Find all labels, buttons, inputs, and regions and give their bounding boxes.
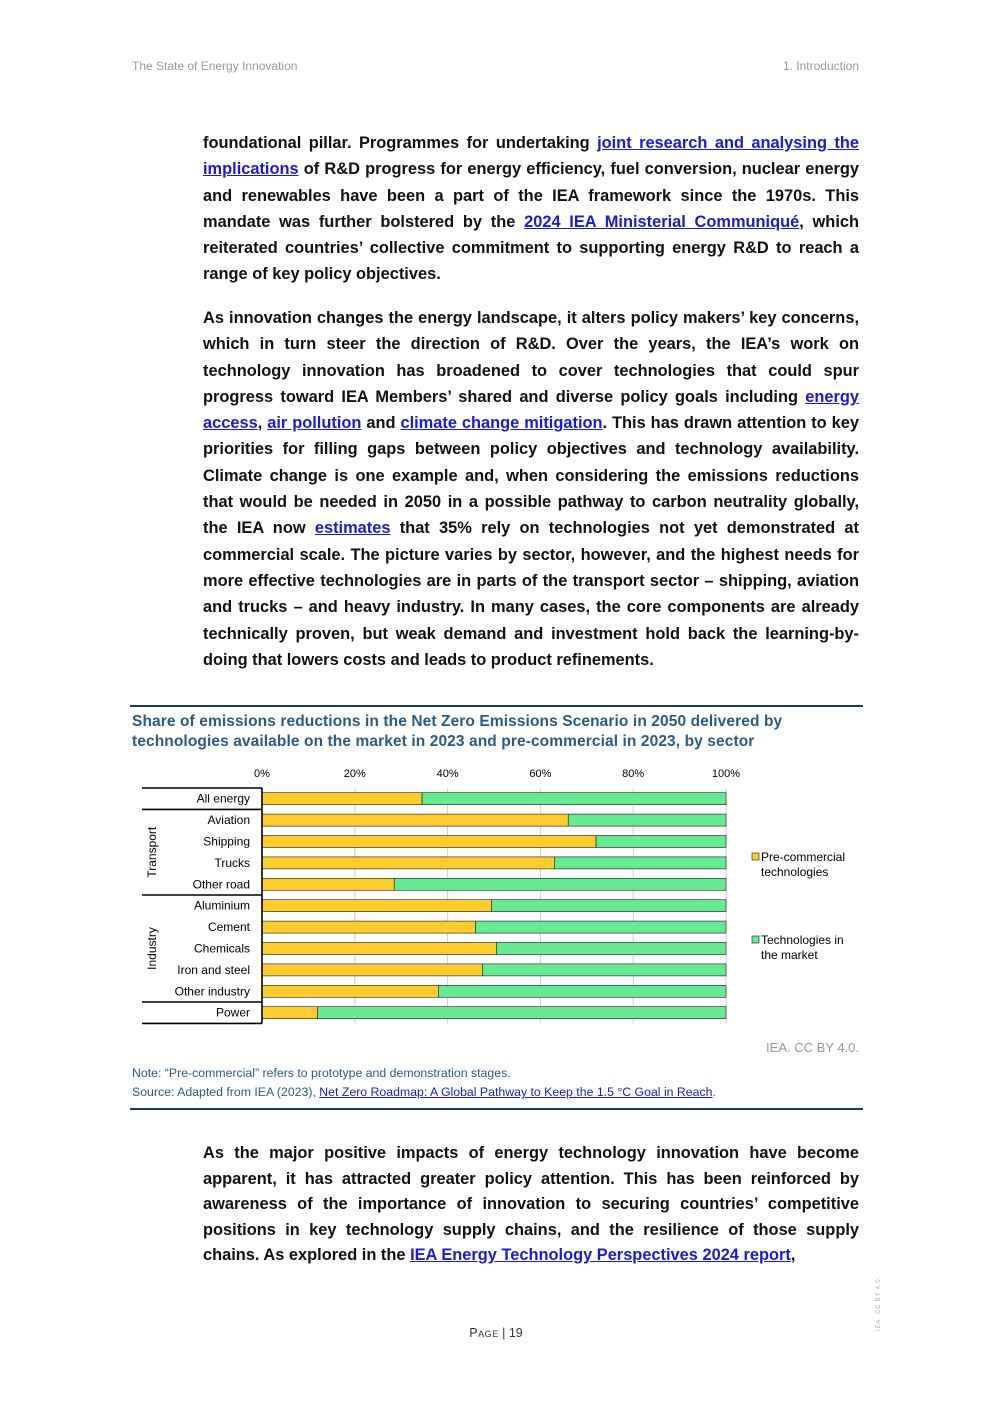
x-tick-label: 20%: [343, 768, 366, 780]
bar-in-market: [475, 921, 726, 933]
x-tick-label: 100%: [711, 768, 741, 780]
category-label: All energy: [196, 791, 250, 806]
link-air-pollution[interactable]: air pollution: [267, 414, 362, 433]
page-separator: |: [498, 1326, 509, 1340]
paragraph-1: [203, 130, 859, 288]
link-estimates[interactable]: estimates: [314, 519, 391, 538]
bar-pre-commercial: [262, 814, 568, 826]
bar-in-market: [438, 985, 726, 997]
bar-pre-commercial: [262, 943, 496, 955]
legend-label: Pre-commercial: [761, 850, 846, 864]
bar-in-market: [596, 836, 726, 848]
paragraph-text: As innovation changes the energy landscape, it alters policy makers’ key concerns, which in turn steer the direction of R&D. Over the years, the IEA’s work on technology innovation has broadened to cover technologies that could spur progress toward IEA Members’ shared and diverse policy goals including: [203, 309, 859, 406]
category-label: Shipping: [203, 834, 250, 849]
category-label: Chemicals: [193, 941, 250, 956]
x-tick-label: 0%: [254, 768, 270, 780]
bar-pre-commercial: [262, 985, 438, 997]
category-label: Power: [215, 1005, 250, 1020]
running-header-title: The State of Energy Innovation: [132, 59, 298, 73]
link-climate-change-mitigation[interactable]: climate change mitigation: [400, 414, 603, 433]
bar-pre-commercial: [262, 857, 554, 869]
paragraph-2: [203, 305, 859, 673]
bar-in-market: [394, 878, 726, 890]
paragraph-text: , which reiterated countries’ collective commitment to supporting energy R&D to reach a range of key policy objectives.: [203, 212, 859, 284]
figure-top-rule: [130, 705, 863, 707]
side-license-mark: [876, 1276, 896, 1335]
bar-pre-commercial: [262, 964, 482, 976]
category-label: Other road: [192, 877, 250, 892]
link-energy-access[interactable]: energy access: [203, 387, 859, 433]
link-net-zero-roadmap[interactable]: Net Zero Roadmap: A Global Pathway to Keep the 1.5 °C Goal in Reach: [319, 1085, 713, 1099]
paragraph-text: of R&D progress for energy efficiency, fuel conversion, nuclear energy and renewables have been a part of the IEA framework since the 1970s. This mandate was further bolstered by the: [203, 160, 859, 231]
legend-label: technologies: [761, 865, 829, 879]
source-suffix: .: [712, 1085, 716, 1099]
category-label: Iron and steel: [177, 962, 250, 977]
bar-pre-commercial: [262, 878, 394, 890]
category-label: Trucks: [214, 855, 250, 870]
paragraph-text: that 35% rely on technologies not yet demonstrated at commercial scale. The picture varies by sector, however, and the highest needs for more effective technologies are in parts of the transport sector – shipping, aviation and trucks – and heavy industry. In many cases, the core components are already technically proven, but weak demand and investment hold back the learning-by-doing that lowers costs and leads to product refinements.: [203, 519, 859, 669]
bar-in-market: [568, 814, 726, 826]
paragraph-text: and: [361, 414, 401, 433]
page-number: 19: [508, 1326, 523, 1340]
x-tick-label: 60%: [529, 768, 552, 780]
bar-pre-commercial: [262, 836, 596, 848]
legend-label: the market: [761, 948, 818, 962]
bar-pre-commercial: [262, 900, 492, 912]
figure-bottom-rule: [130, 1108, 863, 1110]
bar-in-market: [422, 793, 726, 805]
category-label: Cement: [207, 920, 250, 935]
category-label: Other industry: [174, 984, 250, 999]
figure-note: Note: “Pre-commercial” refers to prototype and demonstration stages.: [132, 1066, 511, 1080]
paragraph-text: ,: [257, 414, 268, 433]
group-label: Industry: [145, 927, 159, 970]
paragraph-text: foundational pillar. Programmes for undertaking: [203, 134, 598, 152]
bar-in-market: [318, 1007, 726, 1019]
paragraph-text: . This has drawn attention to key priorities for filling gaps between policy objectives and technology availability. Climate change is one example and, when considering the emissions reductions that would be needed in 2050 in a possible pathway to carbon neutrality globally, the IEA now: [203, 414, 859, 538]
source-prefix: Source: Adapted from IEA (2023),: [132, 1085, 320, 1099]
x-tick-label: 80%: [622, 768, 645, 780]
x-tick-label: 40%: [436, 768, 459, 780]
link-etp-2024-report[interactable]: IEA Energy Technology Perspectives 2024 report: [410, 1246, 791, 1264]
bar-in-market: [554, 857, 726, 869]
legend-swatch-in-market: [752, 936, 759, 943]
bar-pre-commercial: [262, 921, 475, 933]
figure-title: Share of emissions reductions in the Net Zero Emissions Scenario in 2050 delivered by technologies available on the market in 2023 and pre-commercial in 2023, by sector: [132, 713, 783, 750]
page-word: Page: [469, 1326, 499, 1340]
legend-swatch-pre-commercial: [752, 853, 759, 860]
paragraph-3: [203, 1141, 859, 1269]
bar-pre-commercial: [262, 1007, 318, 1019]
bar-in-market: [496, 943, 726, 955]
link-ministerial-communique[interactable]: 2024 IEA Ministerial Communiqué: [524, 212, 800, 231]
page-footer: [0, 1326, 992, 1340]
bar-in-market: [482, 964, 726, 976]
bar-pre-commercial: [262, 793, 422, 805]
figure-credit: IEA. CC BY 4.0.: [766, 1040, 859, 1055]
bar-in-market: [492, 900, 726, 912]
figure-source: [132, 1085, 716, 1099]
link-joint-research[interactable]: joint research and analysing the implications: [203, 134, 859, 179]
running-header-section: 1. Introduction: [782, 59, 859, 73]
paragraph-text: ,: [790, 1246, 796, 1264]
side-license-text: IEA. CC BY 4.0.: [876, 1276, 882, 1331]
category-label: Aluminium: [193, 898, 250, 913]
category-label: Aviation: [207, 813, 250, 828]
group-label: Transport: [145, 826, 159, 878]
paragraph-text: As the major positive impacts of energy technology innovation have become apparent, it has attracted greater policy attention. This has been reinforced by awareness of the importance of innovation to securing countries’ competitive positions in key technology supply chains, and the resilience of those supply chains. As explored in the: [203, 1144, 859, 1264]
legend-label: Technologies in: [761, 933, 844, 947]
